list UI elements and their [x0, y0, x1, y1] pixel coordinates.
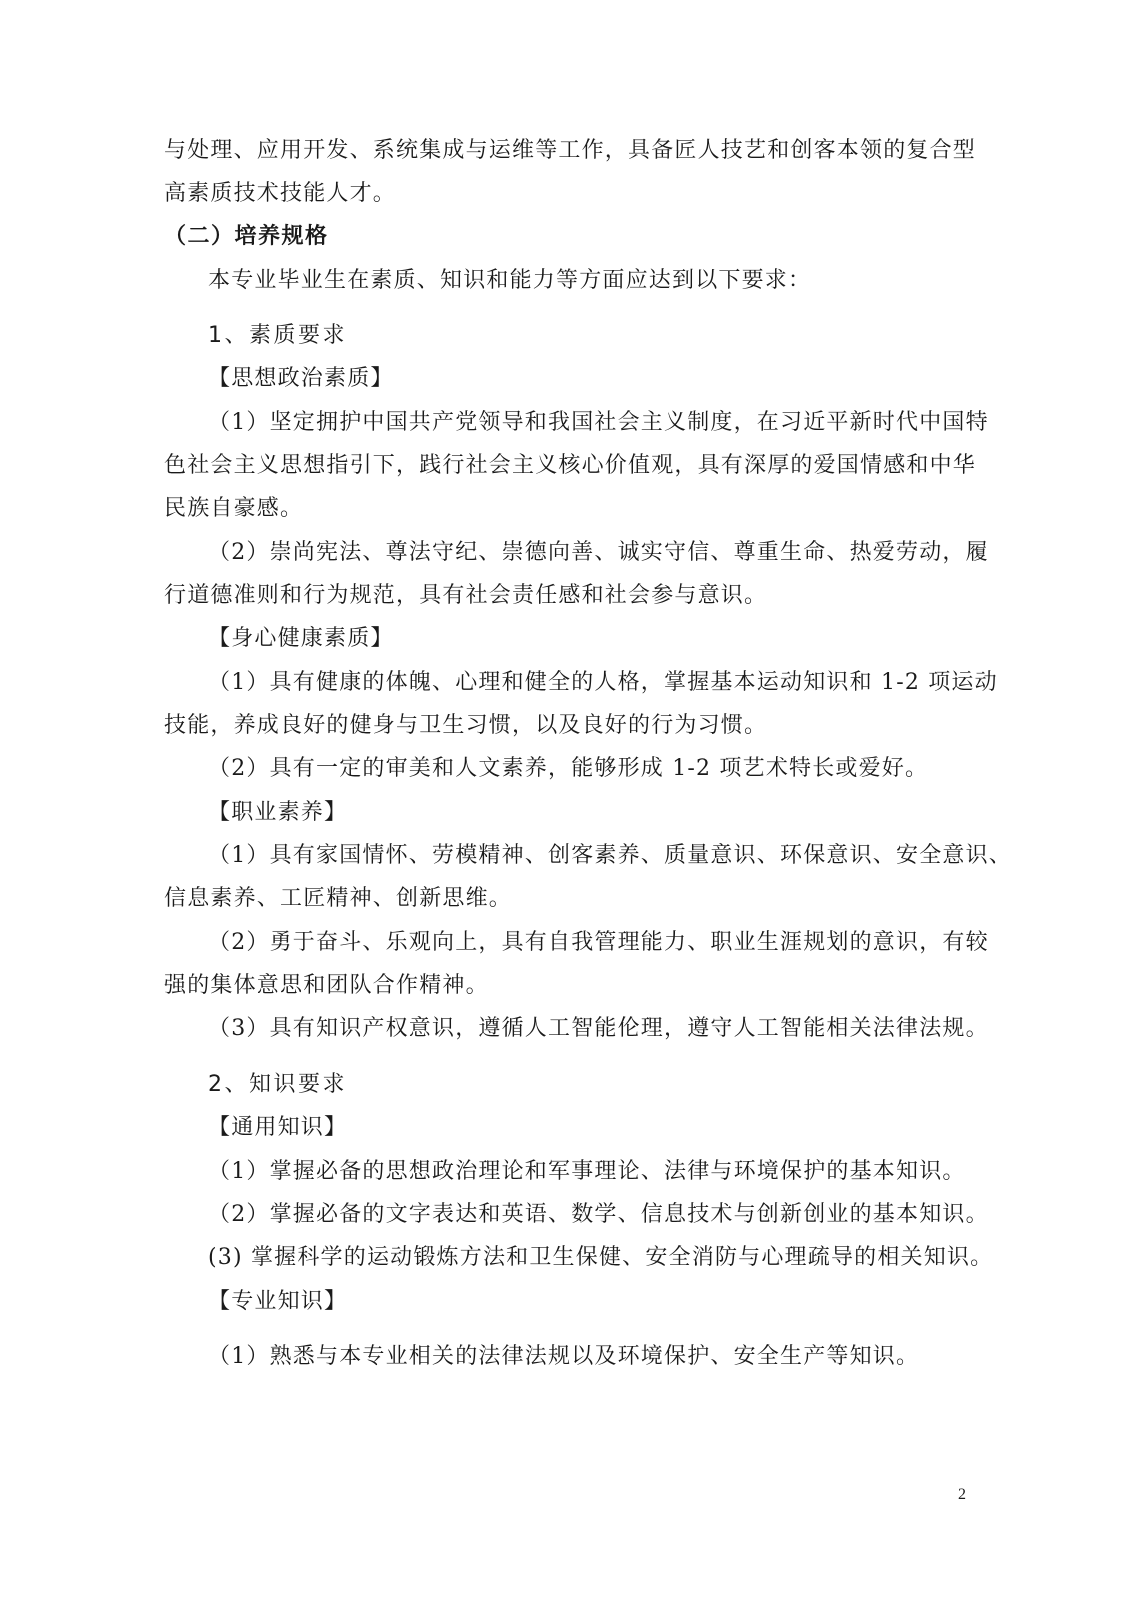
category-label: 【专业知识】 — [208, 1289, 348, 1314]
paragraph-line: (3) 掌握科学的运动锻炼方法和卫生保健、安全消防与心理疏导的相关知识。 — [208, 1245, 994, 1270]
paragraph-line: （1）熟悉与本专业相关的法律法规以及环境保护、安全生产等知识。 — [208, 1344, 920, 1369]
paragraph-line: （1）掌握必备的思想政治理论和军事理论、法律与环境保护的基本知识。 — [208, 1159, 966, 1184]
paragraph-line: （2）勇于奋斗、乐观向上，具有自我管理能力、职业生涯规划的意识，有较 — [208, 930, 989, 955]
paragraph-line: （2）掌握必备的文字表达和英语、数学、信息技术与创新创业的基本知识。 — [208, 1202, 989, 1227]
paragraph-line: （1）具有健康的体魄、心理和健全的人格，掌握基本运动知识和 1-2 项运动 — [208, 670, 998, 695]
paragraph-line: （1）具有家国情怀、劳模精神、创客素养、质量意识、环保意识、安全意识、 — [208, 843, 1012, 868]
category-label: 【身心健康素质】 — [208, 626, 394, 651]
paragraph-line: 与处理、应用开发、系统集成与运维等工作，具备匠人技艺和创客本领的复合型 — [164, 138, 977, 163]
paragraph-line: 技能，养成良好的健身与卫生习惯，以及良好的行为习惯。 — [164, 713, 768, 738]
subsection-heading: 2、知识要求 — [208, 1072, 347, 1097]
subsection-heading: 1、素质要求 — [208, 323, 347, 348]
category-label: 【思想政治素质】 — [208, 366, 394, 391]
paragraph-line: 高素质技术技能人才。 — [164, 181, 397, 206]
paragraph-line: 信息素养、工匠精神、创新思维。 — [164, 886, 513, 911]
section-heading: （二）培养规格 — [164, 224, 329, 249]
paragraph-line: 民族自豪感。 — [164, 496, 304, 521]
paragraph-line: 色社会主义思想指引下，践行社会主义核心价值观，具有深厚的爱国情感和中华 — [164, 453, 977, 478]
paragraph-line: （1）坚定拥护中国共产党领导和我国社会主义制度，在习近平新时代中国特 — [208, 410, 989, 435]
paragraph-line: （2）崇尚宪法、尊法守纪、崇德向善、诚实守信、尊重生命、热爱劳动，履 — [208, 540, 989, 565]
paragraph-line: 本专业毕业生在素质、知识和能力等方面应达到以下要求： — [208, 268, 812, 293]
category-label: 【职业素养】 — [208, 800, 348, 825]
category-label: 【通用知识】 — [208, 1115, 348, 1140]
page-number: 2 — [958, 1486, 966, 1503]
paragraph-line: （2）具有一定的审美和人文素养，能够形成 1-2 项艺术特长或爱好。 — [208, 756, 929, 781]
paragraph-line: （3）具有知识产权意识，遵循人工智能伦理，遵守人工智能相关法律法规。 — [208, 1016, 989, 1041]
paragraph-line: 强的集体意思和团队合作精神。 — [164, 973, 489, 998]
paragraph-line: 行道德准则和行为规范，具有社会责任感和社会参与意识。 — [164, 583, 768, 608]
